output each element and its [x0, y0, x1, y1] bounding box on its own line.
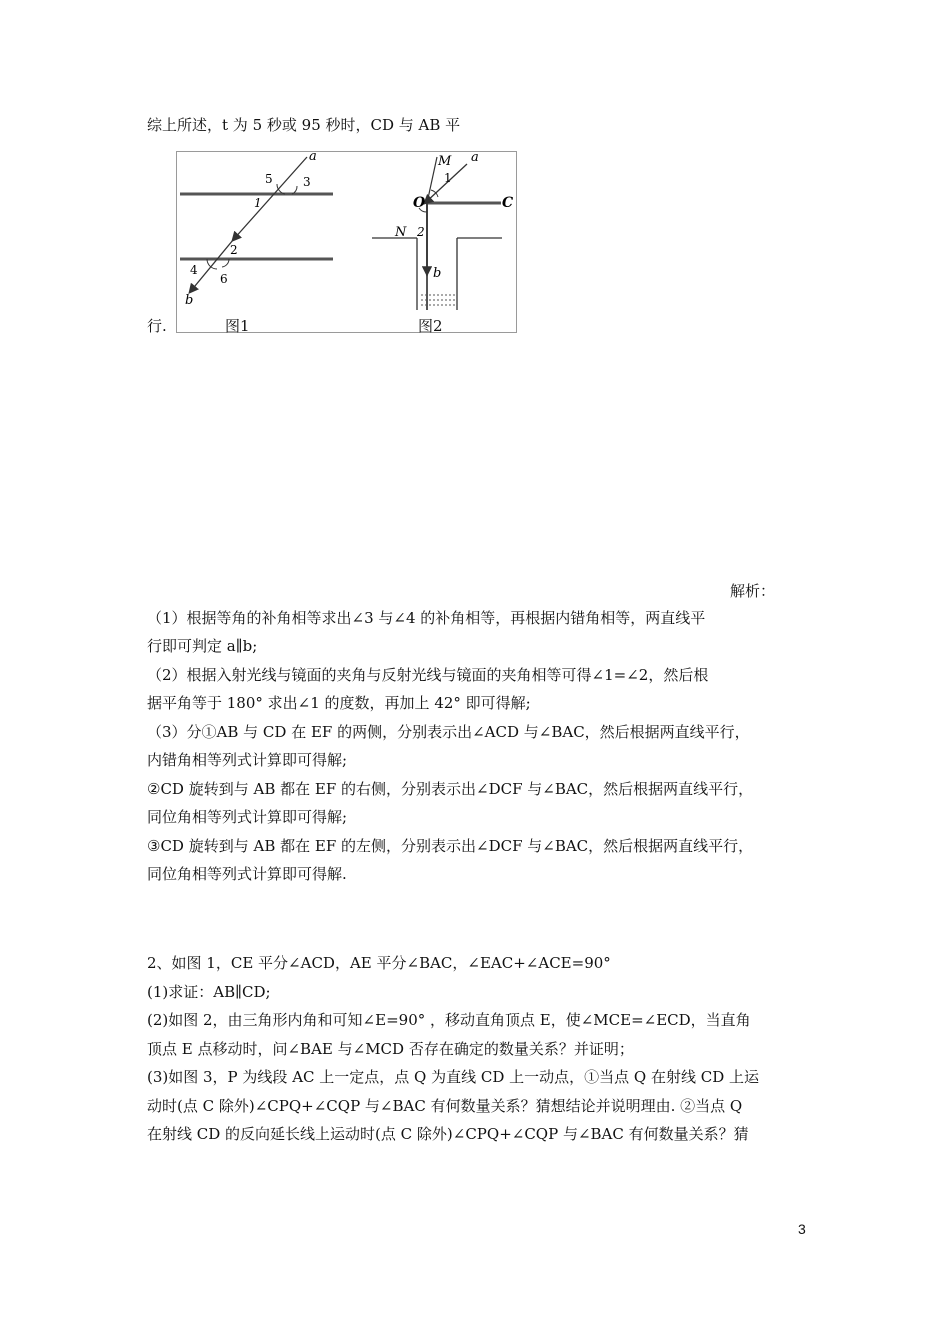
fig1-label-2: 2 [230, 243, 238, 257]
analysis-line: 同位角相等列式计算即可得解. [147, 865, 347, 883]
figure-2 [372, 152, 513, 310]
figure-panel [176, 151, 517, 333]
analysis-line: （2）根据入射光线与镜面的夹角与反射光线与镜面的夹角相等可得∠1=∠2，然后根 [147, 666, 709, 684]
problem2-line: (2)如图 2，由三角形内角和可知∠E=90° ，移动直角顶点 E，使∠MCE=∠ECD，当直角 [147, 1011, 751, 1029]
problem2-line: (1)求证：AB∥CD; [147, 983, 271, 1001]
figure-1-caption: 图1 [225, 317, 250, 335]
fig1-label-b: b [185, 293, 194, 308]
problem2-line: (3)如图 3，P 为线段 AC 上一定点，点 Q 为直线 CD 上一动点，①当点 Q 在射线 CD 上运 [147, 1068, 760, 1086]
fig1-label-a: a [309, 152, 317, 164]
fig1-label-6: 6 [220, 272, 228, 286]
fig1-label-5: 5 [265, 172, 273, 186]
problem2-line: 在射线 CD 的反向延长线上运动时(点 C 除外)∠CPQ+∠CQP 与∠BAC 有何数量关系？猜 [147, 1125, 749, 1143]
analysis-line: 内错角相等列式计算即可得解; [147, 751, 348, 769]
page-number: 3 [798, 1221, 806, 1237]
figure-diagrams [177, 152, 516, 332]
analysis-line: 据平角等于 180° 求出∠1 的度数，再加上 42° 即可得解; [147, 694, 531, 712]
problem2-line: 顶点 E 点移动时，问∠BAE 与∠MCD 否存在确定的数量关系？并证明； [147, 1040, 634, 1058]
fig1-label-3: 3 [303, 175, 311, 189]
conclusion-line-2: 行. [147, 317, 167, 335]
fig2-label-O: O [413, 195, 426, 211]
problem2-line: 动时(点 C 除外)∠CPQ+∠CQP 与∠BAC 有何数量关系？猜想结论并说明理由. ②当点 Q [147, 1097, 743, 1115]
fig2-label-b: b [433, 266, 442, 281]
fig1-label-4: 4 [190, 263, 198, 277]
fig2-label-N: N [395, 225, 407, 240]
fig1-label-1: 1 [254, 196, 262, 210]
analysis-line: （1）根据等角的补角相等求出∠3 与∠4 的补角相等，再根据内错角相等，两直线平 [147, 609, 706, 627]
analysis-heading: 解析： [730, 582, 776, 600]
conclusion-line-1: 综上所述，t 为 5 秒或 95 秒时，CD 与 AB 平 [147, 116, 461, 134]
analysis-line: 行即可判定 a∥b; [147, 637, 258, 655]
fig2-label-1: 1 [444, 171, 452, 185]
analysis-line: （3）分①AB 与 CD 在 EF 的两侧，分别表示出∠ACD 与∠BAC，然后根据两直线平行， [147, 723, 750, 741]
fig2-label-2: 2 [417, 225, 425, 239]
problem2-line: 2、如图 1，CE 平分∠ACD，AE 平分∠BAC，∠EAC+∠ACE=90° [147, 954, 611, 972]
analysis-line: 同位角相等列式计算即可得解; [147, 808, 348, 826]
fig1-incoming-ray [233, 157, 307, 240]
fig2-label-M: M [438, 154, 452, 169]
fig2-label-a: a [471, 152, 479, 165]
figure-2-caption: 图2 [418, 317, 443, 335]
analysis-line: ②CD 旋转到与 AB 都在 EF 的右侧，分别表示出∠DCF 与∠BAC，然后根据两直线平行， [147, 780, 754, 798]
analysis-line: ③CD 旋转到与 AB 都在 EF 的左侧，分别表示出∠DCF 与∠BAC，然后根据两直线平行， [147, 837, 754, 855]
fig2-label-C: C [502, 195, 514, 211]
figure-1 [180, 152, 333, 308]
